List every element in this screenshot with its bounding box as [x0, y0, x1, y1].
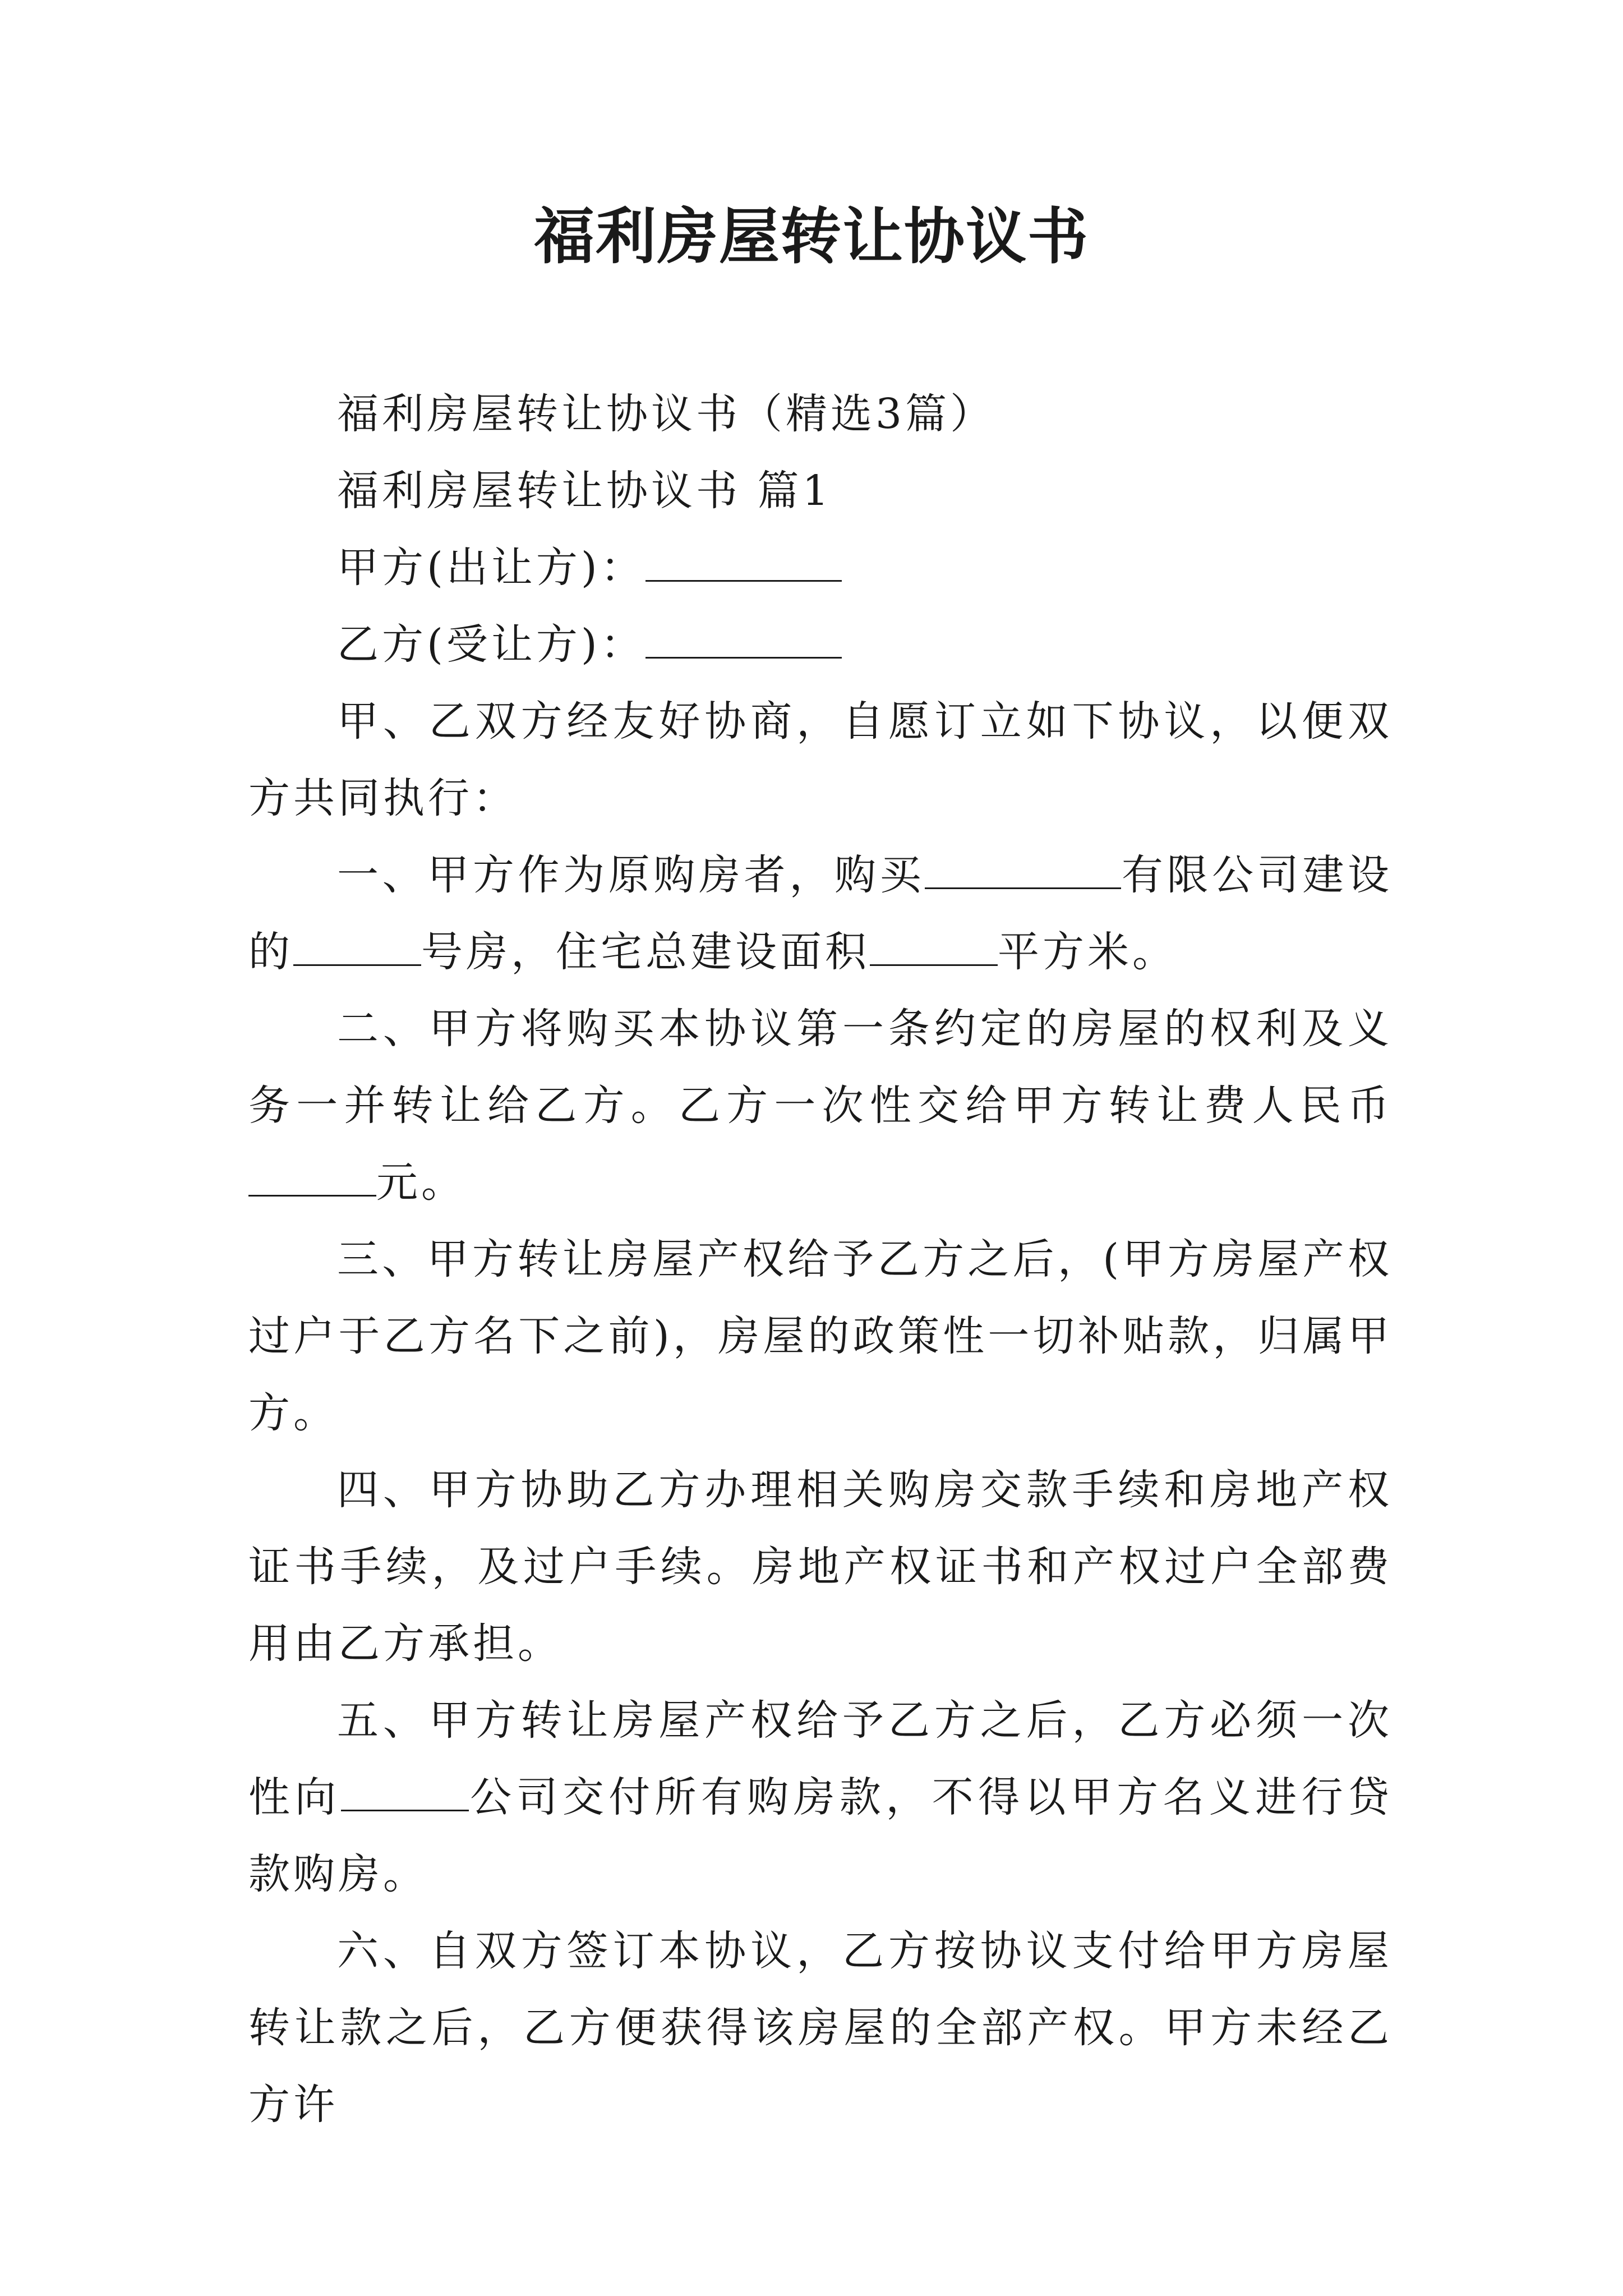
clause-1-text-2: 有限公司建设的 [248, 851, 1393, 976]
clause-4 [248, 1452, 1393, 1682]
fee-blank [248, 1156, 376, 1197]
clause-5-text-1: 五、甲方转让房屋产权给予乙方之后，乙方必须一次性向 [248, 1696, 1393, 1821]
document-subtitle [248, 376, 1393, 453]
subtitle-text: 福利房屋转让协议书（精选3篇） [337, 390, 995, 438]
party-b-label: 乙方(受让方)： [337, 620, 645, 669]
party-a-blank [645, 541, 842, 582]
intro-paragraph [248, 683, 1393, 837]
payee-company-blank [341, 1770, 469, 1811]
area-blank [870, 925, 998, 966]
clause-4-text: 四、甲方协助乙方办理相关购房交款手续和房地产权证书手续，及过户手续。房地产权证书和产权过户全部费用由乙方承担。 [248, 1466, 1393, 1668]
clause-1-text-4: 平方米。 [998, 928, 1177, 976]
clause-2-text-2: 元。 [376, 1158, 466, 1207]
party-a-line [248, 530, 1393, 606]
clause-5-text-2: 公司交付所有购房款，不得以甲方名义进行贷款购房。 [248, 1773, 1393, 1898]
clause-1-text-1: 一、甲方作为原购房者，购买 [337, 851, 925, 899]
document-body [248, 376, 1393, 2143]
party-a-label: 甲方(出让方)： [337, 544, 645, 592]
clause-1 [248, 837, 1393, 991]
document-title: 福利房屋转让协议书 [533, 201, 1089, 272]
company-blank [925, 848, 1121, 889]
clause-1-text-3: 号房，住宅总建设面积 [421, 928, 870, 976]
party-b-blank [645, 618, 842, 659]
section-heading [248, 453, 1393, 530]
clause-5 [248, 1682, 1393, 1913]
clause-3-text: 三、甲方转让房屋产权给予乙方之后，(甲方房屋产权过户于乙方名下之前)，房屋的政策性一切补贴款，归属甲方。 [248, 1235, 1393, 1437]
clause-2 [248, 991, 1393, 1221]
clause-6 [248, 1913, 1393, 2143]
section-heading-text: 福利房屋转让协议书 篇1 [337, 467, 832, 515]
house-number-blank [293, 925, 421, 966]
clause-2-text-1: 二、甲方将购买本协议第一条约定的房屋的权利及义务一并转让给乙方。乙方一次性交给甲方转让费人民币 [248, 1005, 1393, 1130]
party-b-line [248, 606, 1393, 683]
clause-3 [248, 1221, 1393, 1452]
clause-6-text: 六、自双方签订本协议，乙方按协议支付给甲方房屋转让款之后，乙方便获得该房屋的全部产权。甲方未经乙方许 [248, 1927, 1393, 2129]
intro-text: 甲、乙双方经友好协商，自愿订立如下协议，以便双方共同执行： [248, 697, 1393, 822]
